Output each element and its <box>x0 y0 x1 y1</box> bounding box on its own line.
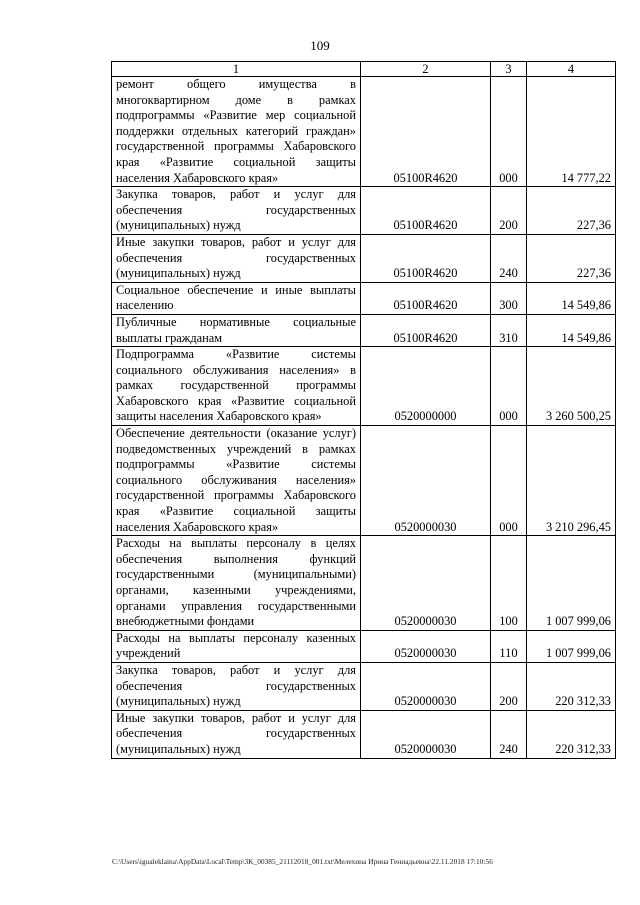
table-row <box>112 630 616 662</box>
row-amount-cell: 1 007 999,06 <box>527 536 616 631</box>
table-row <box>112 662 616 710</box>
row-name-cell: ремонт общего имущества в многоквартирном доме в рамках подпрограммы «Развитие мер социальной поддержки отдельных категорий граждан» государственной программы Хабаровского края «Развитие социальной защиты населения Хабаровского края» <box>112 77 361 187</box>
row-amount-cell: 220 312,33 <box>527 710 616 758</box>
row-amount-cell: 14 549,86 <box>527 282 616 314</box>
column-header-code: 2 <box>361 62 491 77</box>
table-row <box>112 187 616 235</box>
row-amount-cell: 3 260 500,25 <box>527 347 616 426</box>
row-amount-cell: 227,36 <box>527 187 616 235</box>
column-header-name: 1 <box>112 62 361 77</box>
row-name-cell: Иные закупки товаров, работ и услуг для обеспечения государственных (муниципальных) нужд <box>112 234 361 282</box>
row-code-cell: 0520000030 <box>361 662 491 710</box>
table-row <box>112 314 616 346</box>
row-name-cell: Подпрограмма «Развитие системы социального обслуживания населения» в рамках государственной программы Хабаровского края «Развитие социальной защиты населения Хабаровского края» <box>112 347 361 426</box>
row-amount-cell: 14 549,86 <box>527 314 616 346</box>
row-type-cell: 310 <box>491 314 527 346</box>
row-type-cell: 200 <box>491 187 527 235</box>
row-type-cell: 300 <box>491 282 527 314</box>
row-name-cell: Социальное обеспечение и иные выплаты населению <box>112 282 361 314</box>
row-name-cell: Обеспечение деятельности (оказание услуг) подведомственных учреждений в рамках подпрограммы «Развитие системы социального обслуживания населения» государственной программы Хабаровского края «Развитие социальной защиты населения Хабаровского края» <box>112 426 361 536</box>
row-code-cell: 05100R4620 <box>361 187 491 235</box>
row-name-cell: Иные закупки товаров, работ и услуг для обеспечения государственных (муниципальных) нужд <box>112 710 361 758</box>
row-code-cell: 0520000030 <box>361 426 491 536</box>
row-type-cell: 000 <box>491 347 527 426</box>
table-row <box>112 536 616 631</box>
row-name-cell: Расходы на выплаты персоналу в целях обеспечения выполнения функций государственными (муниципальными) органами, казенными учреждениями, органами управления государственными внебюджетными фондами <box>112 536 361 631</box>
row-type-cell: 200 <box>491 662 527 710</box>
page-number: 109 <box>310 38 330 53</box>
row-amount-cell: 227,36 <box>527 234 616 282</box>
table-row <box>112 282 616 314</box>
row-name-cell: Расходы на выплаты персоналу казенных учреждений <box>112 630 361 662</box>
row-amount-cell: 220 312,33 <box>527 662 616 710</box>
row-code-cell: 0520000030 <box>361 630 491 662</box>
table-row <box>112 426 616 536</box>
row-name-cell: Публичные нормативные социальные выплаты гражданам <box>112 314 361 346</box>
table-row <box>112 77 616 187</box>
table-row <box>112 347 616 426</box>
row-code-cell: 05100R4620 <box>361 282 491 314</box>
row-code-cell: 0520000030 <box>361 536 491 631</box>
table-row <box>112 710 616 758</box>
row-code-cell: 0520000000 <box>361 347 491 426</box>
row-type-cell: 000 <box>491 426 527 536</box>
file-path-footer: C:\Users\igualeklaina\AppData\Local\Temp\3K_00385_21112018_001.txt\Мелехина Ирина Геннадьевна\22.11.2018 17:10:56 <box>112 857 493 866</box>
row-code-cell: 05100R4620 <box>361 77 491 187</box>
budget-table <box>111 61 616 759</box>
table-row <box>112 234 616 282</box>
row-type-cell: 000 <box>491 77 527 187</box>
row-name-cell: Закупка товаров, работ и услуг для обеспечения государственных (муниципальных) нужд <box>112 187 361 235</box>
row-type-cell: 100 <box>491 536 527 631</box>
column-header-type: 3 <box>491 62 527 77</box>
row-amount-cell: 1 007 999,06 <box>527 630 616 662</box>
row-type-cell: 240 <box>491 234 527 282</box>
row-code-cell: 05100R4620 <box>361 314 491 346</box>
row-type-cell: 110 <box>491 630 527 662</box>
row-code-cell: 0520000030 <box>361 710 491 758</box>
row-code-cell: 05100R4620 <box>361 234 491 282</box>
table-header-row <box>112 62 616 77</box>
row-type-cell: 240 <box>491 710 527 758</box>
column-header-amount: 4 <box>527 62 616 77</box>
row-amount-cell: 3 210 296,45 <box>527 426 616 536</box>
row-amount-cell: 14 777,22 <box>527 77 616 187</box>
row-name-cell: Закупка товаров, работ и услуг для обеспечения государственных (муниципальных) нужд <box>112 662 361 710</box>
